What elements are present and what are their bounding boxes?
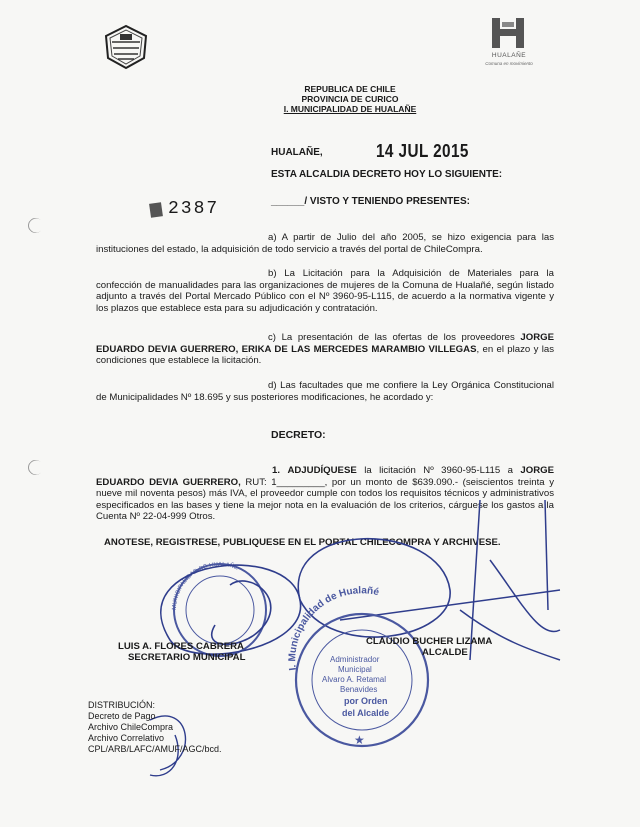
distribution-block [88,700,222,755]
header-line-municipality: I. MUNICIPALIDAD DE HUALAÑE [283,104,417,114]
distribution-title: DISTRIBUCIÓN: [88,700,156,710]
place-label: HUALAÑE, [271,147,323,158]
logo-name: HUALAÑE [491,52,527,59]
header-line-province: PROVINCIA DE CURICO [301,94,399,104]
mayor-name: CLAUDIO BUCHER LIZAMA [366,636,493,647]
intro-line: ESTA ALCALDIA DECRETO HOY LO SIGUIENTE: [271,169,503,180]
stamp-line: Alvaro A. Retamal [322,675,387,684]
paragraph-a: a) A partir de Julio del año 2005, se hizo exigencia para las instituciones del estado, la adquisición de todo servicio a través del portal de ChileCompra. [96,232,554,255]
round-right-arc-text: I. Municipalidad de Hualañé [287,585,381,672]
closing-line: ANOTESE, REGISTRESE, PUBLIQUESE EN EL PORTAL CHILECOMPRA Y ARCHIVESE. [104,537,501,548]
signature-loop [298,539,450,637]
stamp-line: del Alcalde [342,708,390,718]
resolution-text-2: RUT: 1_________, por un monto de $639.090.- (seiscientos treinta y nueve mil noventa pesos) más IVA, el proveedor cumple con todos los requisitos técnicos y administrativos especificados en las bases y tiene la mejor nota en la evaluación de los criterios, cárguese los gastos a la Cuenta Nº 22-04-999 Otros. [96,476,554,523]
resolution-text-1: la licitación Nº 3960-95-L115 a [356,465,521,476]
stamp-line: Municipal [338,665,372,674]
header-line-country: REPUBLICA DE CHILE [304,84,396,94]
paragraph-d: d) Las facultades que me confiere la Ley Orgánica Constitucional de Municipalidades Nº 18.695 y sus posteriores modificaciones, he acordado y: [96,380,554,403]
paragraph-b: b) La Licitación para la Adquisición de Materiales para la confección de manualidades para las organizaciones de mujeres de la Comuna de Hualañé, según listado adjunto a través del Portal Mercado Público con el Nº 3960-95-L115, de acuerdo a la normativa vigente y los plazos que establece esta para su adjudicación y contratación. [96,268,554,314]
secretary-name: LUIS A. FLORES CABRERA [118,641,244,652]
stamp-line: Benavides [340,685,378,694]
distribution-item: CPL/ARB/LAFC/AMUF/AGC/bcd. [88,744,222,754]
mayor-title: ALCALDE [422,647,468,658]
round-left-text: MUNICIPALIDAD DE HUALAÑE [171,561,239,611]
distribution-item: Archivo ChileCompra [88,722,174,732]
stamp-line: Administrador [330,655,380,664]
paragraph-c-intro: c) La presentación de las ofertas de los proveedores [268,332,515,343]
resolution-number: 1. [272,465,281,476]
stamp-star-icon: ★ [354,733,365,747]
awardee-name: JORGE EDUARDO DEVIA GUERRERO, [96,465,554,488]
distribution-item: Decreto de Pago [88,711,156,721]
logo-tagline: Comuna en movimiento [485,61,533,66]
distribution-item: Archivo Correlativo [88,733,165,743]
mayor-round-stamp [287,585,428,747]
stamp-line: por Orden [344,696,388,706]
date-stamp: 14 JUL 2015 [376,141,469,161]
supplier-names: JORGE EDUARDO DEVIA GUERRERO, ERIKA DE LAS MERCEDES MARAMBIO VILLEGAS [96,332,555,355]
visto-heading: ______/ VISTO Y TENIENDO PRESENTES: [271,196,470,207]
secretary-title: SECRETARIO MUNICIPAL [128,652,246,663]
decreto-heading: DECRETO: [271,429,326,441]
resolution-verb: ADJUDÍQUESE [287,465,357,476]
decree-number: 2387 [168,199,220,219]
paragraph-c-end: , en el plazo y las condiciones que establece la licitación. [96,343,554,367]
